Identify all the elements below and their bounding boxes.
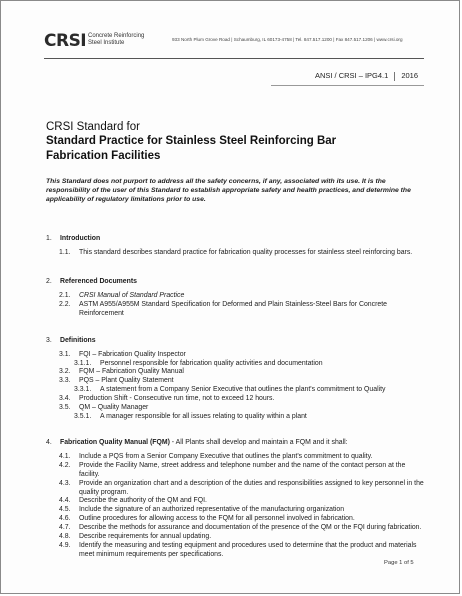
- clause-text: Describe the methods for assurance and documentation of the presence of the QM or the FQI during fabrication.: [79, 524, 422, 532]
- section-heading: [46, 439, 424, 448]
- clause: [46, 368, 424, 377]
- clause: [46, 301, 424, 319]
- section: [46, 235, 424, 258]
- clause: [46, 462, 424, 480]
- subclause-text: A statement from a Company Senior Executive that outlines the plant's commitment to Quality: [100, 386, 386, 394]
- clause: [46, 404, 424, 413]
- logo-org-name: [88, 33, 158, 47]
- section-intro: - All Plants shall develop and maintain a FQM and it shall:: [169, 438, 348, 446]
- clause-text: QM – Quality Manager: [79, 404, 149, 412]
- clause-text: Outline procedures for allowing access to the FQM for all personnel involved in fabrication.: [79, 515, 355, 523]
- clause-text: Identify the measuring and testing equipment and procedures used to determine that the product and materials meet minimum requirements per specifications.: [79, 541, 417, 558]
- clause-text: Describe requirements for annual updating.: [79, 533, 212, 541]
- clause: [46, 524, 424, 533]
- section: [46, 439, 424, 560]
- title-line-2: Fabrication Facilities: [46, 150, 161, 162]
- clause: [46, 292, 424, 301]
- section-number: 2.: [46, 277, 52, 285]
- doc-year: 2016: [401, 71, 418, 80]
- clause-number: 2.1.: [59, 291, 71, 299]
- doc-id-rule: [271, 85, 424, 86]
- document-body: [46, 221, 424, 560]
- logo-line-2: Steel Institute: [88, 40, 125, 46]
- document-id: [315, 71, 418, 81]
- clause-number: 4.2.: [59, 461, 71, 469]
- subclause-text: A manager responsible for all issues relating to quality within a plant: [100, 412, 307, 420]
- clause-number: 3.2.: [59, 368, 71, 376]
- subclause: [46, 360, 424, 369]
- logo-line-1: Concrete Reinforcing: [88, 33, 145, 39]
- clause-number: 4.9.: [59, 541, 71, 549]
- clause-number: 3.3.: [59, 377, 71, 385]
- clause-number: 4.7.: [59, 524, 71, 532]
- clause-number: 4.8.: [59, 533, 71, 541]
- section-number: 1.: [46, 235, 52, 242]
- clause-number: 1.1.: [59, 249, 71, 256]
- section-title: Fabrication Quality Manual (FQM): [60, 438, 170, 446]
- doc-code: ANSI / CRSI – IPG4.1: [314, 71, 389, 80]
- clause: [46, 351, 424, 360]
- subclause-number: 3.5.1.: [74, 412, 92, 420]
- clause-text: FQM – Fabrication Quality Manual: [79, 368, 184, 376]
- header-rule: [44, 58, 424, 59]
- title-line-1: Standard Practice for Stainless Steel Reinforcing Bar: [46, 135, 337, 147]
- logo-mark: CRSI: [44, 31, 87, 51]
- clause-number: 3.1.: [59, 350, 71, 358]
- section-number: 4.: [46, 438, 52, 446]
- page-number: Page 1 of 5: [384, 560, 414, 566]
- clause-number: 4.6.: [59, 515, 71, 523]
- clause: [46, 249, 424, 258]
- clause: [46, 480, 424, 498]
- subclause: [46, 413, 424, 422]
- subclause-text: Personnel responsible for fabrication quality activities and documentation: [100, 359, 323, 367]
- section-number: 3.: [46, 336, 52, 344]
- subclause: [46, 386, 424, 395]
- subclause-number: 3.1.1.: [74, 359, 92, 367]
- section: [46, 278, 424, 319]
- letterhead: [44, 30, 439, 52]
- clause-text: Provide an organization chart and a description of the duties and responsibilities assigned to key personnel in the quality program.: [79, 479, 424, 496]
- disclaimer: This Standard does not purport to address all the safety concerns, if any, associated with its use. It is the responsibility of the user of this Standard to establish appropriate safety and health practices, and determine the applicability of regulatory limitations prior to use.: [46, 178, 411, 203]
- clause: [46, 377, 424, 386]
- letterhead-address: 933 North Plum Grove Road | Schaumburg, IL 60173-4758 | Tel. 847.517.1200 | Fax 847.517.1206 | www.crsi.org: [172, 37, 403, 42]
- clause-number: 4.1.: [59, 452, 71, 460]
- clause-number: 4.3.: [59, 479, 71, 487]
- clause-text: This standard describes standard practice for fabrication quality processes for stainless steel reinforcing bars.: [79, 249, 413, 256]
- clause-number: 2.2.: [59, 300, 71, 308]
- clause-text: CRSI Manual of Standard Practice: [79, 291, 185, 299]
- clause-text: ASTM A955/A955M Standard Specification for Deformed and Plain Stainless-Steel Bars for Concrete Reinforcement: [79, 300, 387, 317]
- clause-text: Describe the authority of the QM and FQI.: [79, 497, 207, 505]
- section-title: Introduction: [60, 235, 101, 242]
- title-kicker: CRSI Standard for: [46, 121, 140, 133]
- clause-text: Production Shift - Consecutive run time, not to exceed 12 hours.: [79, 395, 275, 403]
- clause: [46, 542, 424, 560]
- subclause-number: 3.3.1.: [74, 386, 92, 394]
- section-title: Referenced Documents: [60, 277, 137, 285]
- clause-number: 4.5.: [59, 506, 71, 514]
- clause-number: 3.4.: [59, 395, 71, 403]
- doc-id-separator: [394, 72, 395, 81]
- clause: [46, 506, 424, 515]
- section-heading: [46, 337, 424, 346]
- clause-number: 3.5.: [59, 404, 71, 412]
- clause: [46, 395, 424, 404]
- clause-text: Include the signature of an authorized representative of the manufacturing organization: [79, 506, 345, 514]
- clause: [46, 497, 424, 506]
- clause-number: 4.4.: [59, 497, 71, 505]
- clause: [46, 453, 424, 462]
- clause-text: FQI – Fabrication Quality Inspector: [79, 350, 186, 358]
- section-title: Definitions: [60, 336, 96, 344]
- section-heading: [46, 278, 424, 287]
- title-block: [46, 120, 426, 164]
- section-heading: [46, 235, 424, 244]
- clause-text: Provide the Facility Name, street address and telephone number and the name of the contact person at the facility.: [79, 461, 406, 478]
- clause-text: PQS – Plant Quality Statement: [79, 377, 174, 385]
- section: [46, 337, 424, 422]
- clause: [46, 515, 424, 524]
- clause-text: Include a PQS from a Senior Company Executive that outlines the plant's commitment to quality.: [79, 452, 373, 460]
- clause: [46, 533, 424, 542]
